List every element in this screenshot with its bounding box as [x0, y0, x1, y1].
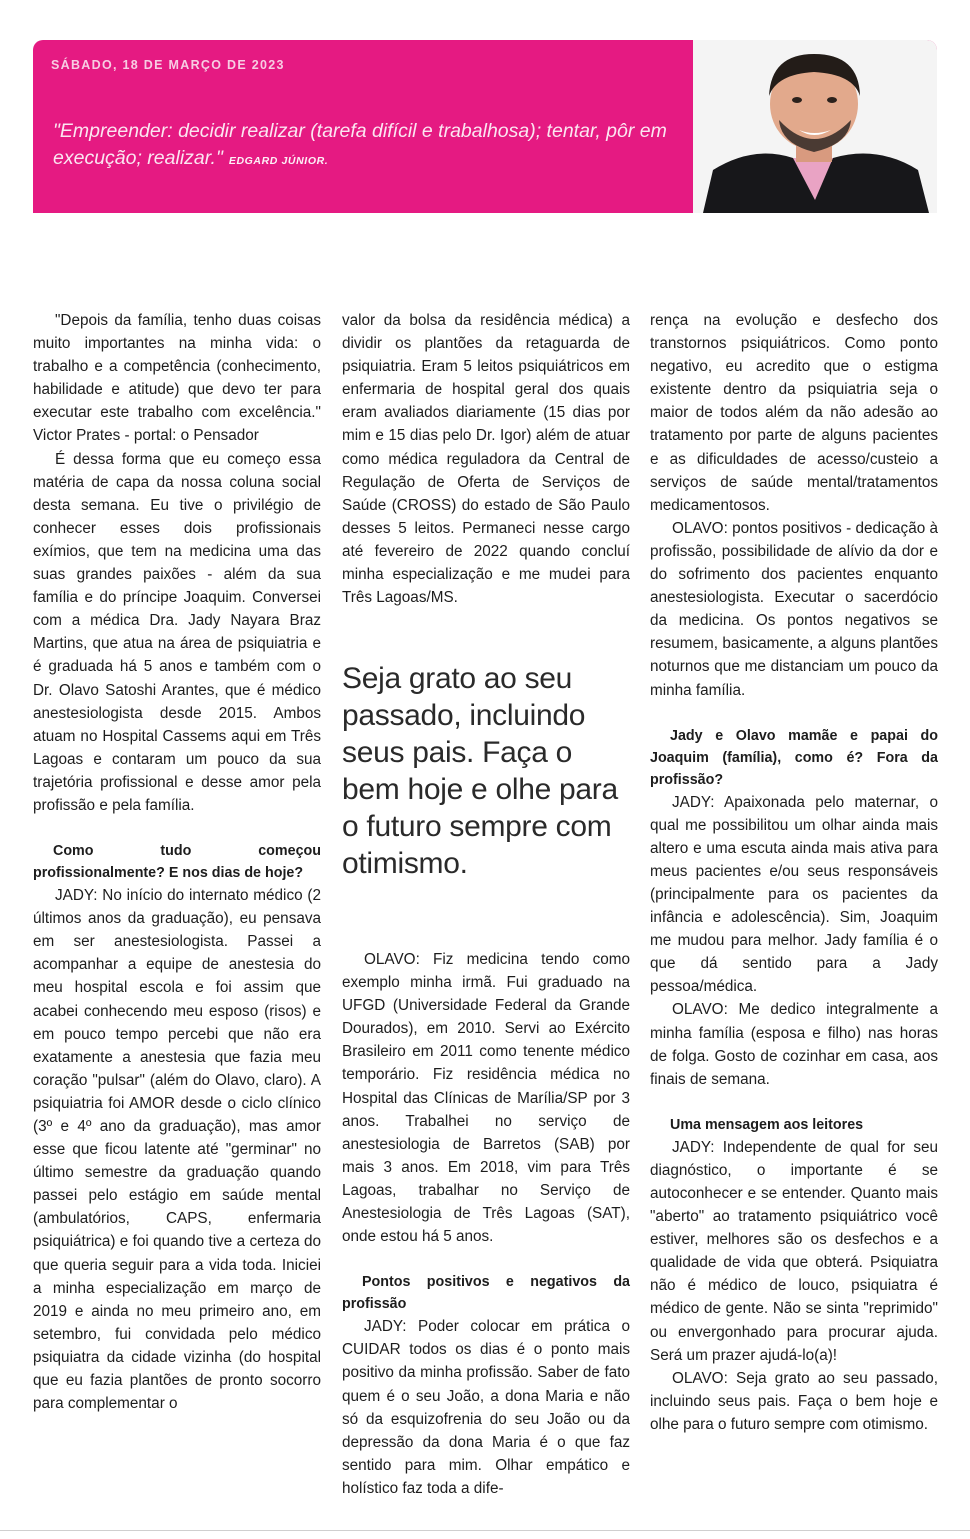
article-column-2-lower [342, 948, 630, 1500]
epigraph-author: EDGARD JÚNIOR. [228, 155, 329, 167]
jady-pros-paragraph: JADY: Poder colocar em prática o CUIDAR todos os dias é o ponto mais positivo da minha profissão. Saber de fato quem é o seu João, a dona Maria e não só da esquizofrenia do seu João ou da depressão da dona Maria é o que faz sentido para mim. Olhar empático e holístico faz toda a dife- [342, 1318, 630, 1497]
olavo-pros-paragraph: OLAVO: pontos positivos - dedicação à profissão, possibilidade de alívio da dor e do sofrimento dos pacientes enquanto anestesiologista. Executar o sacerdócio da medicina. Os pontos negativos se resumem, basicamente, a alguns plantões noturnos que me distanciam um pouco da minha família. [650, 519, 938, 699]
article-column-3 [650, 309, 938, 1436]
article-column-1 [33, 309, 321, 1415]
jady-pros-continued: rença na evolução e desfecho dos transtornos psiquiátricos. Como ponto negativo, eu acredito que o estigma existente dentro da psiquiatria seja o maior de todos além da não adesão ao tratamento por parte de alguns pacientes e as dificuldades de acesso/custeio a serviços de saúde mental/tratamentos medicamentosos. [650, 312, 938, 514]
epigraph-quote [53, 118, 683, 175]
jady-career-paragraph: JADY: No início do internato médico (2 últimos anos da graduação), eu pensava em ser anestesiologista. Passei a acompanhar a equipe de anestesia do meu hospital escola e foi assim que acabei conhecendo meu esposo (risos) e em pouco tempo percebi que não era exatamente a anestesia que fazia meu coração "pulsar" (além do Olavo, claro). A psiquiatria foi AMOR desde o ciclo clínico (3º e 4º ano da graduação), mas amor esse que ficou latente até "germinar" no último semestre da graduação quando passei pelo estágio em saúde mental (ambulatórios, CAPS, enfermaria psiquiátrica) e foi quando tive a certeza do que queria seguir para a vida toda. Iniciei a minha especialização em março de 2019 e ainda no meu primeiro ano, em setembro, fui convidada pelo médico psiquiatra da cidade vizinha (do hospital que eu fazia plantões de pronto socorro para complementar o [33, 887, 321, 1413]
intro-quote-paragraph: "Depois da família, tenho duas coisas muito importantes na minha vida: o trabalho e a competência (conhecimento, habilidade e atitude) que devo ter para executar este trabalho com excelência." Victor Prates - portal: o Pensador [33, 312, 321, 445]
epigraph-text: "Empreender: decidir realizar (tarefa difícil e trabalhosa); tentar, pôr em execução; realizar." [53, 120, 667, 169]
article-column-2 [342, 309, 630, 609]
pull-quote: Seja grato ao seu passado, incluindo seus pais. Faça o bem hoje e olhe para o futuro sempre com otimismo. [342, 662, 618, 880]
jady-message-paragraph: JADY: Independente de qual for seu diagnóstico, o importante é se autoconhecer e se entender. Quanto mais "aberto" ao tratamento psiquiátrico você estiver, melhores são os desfechos e a qualidade de vida que obterá. Psiquiatra não é médico de louco, psiquiatra é médico de gente. Não se sinta "reprimido" ou envergonhado para procurar ajuda. Será um prazer ajudá-lo(a)! [650, 1138, 938, 1364]
intro-paragraph: É dessa forma que eu começo essa matéria de capa da nossa coluna social desta semana. Eu tive o privilégio de conhecer esses dois profissionais exímios, que tem na medicina uma das suas grandes paixões - além da sua família e do príncipe Joaquim. Conversei com a médica Dra. Jady Nayara Braz Martins, que atua na área de psiquiatria e é graduada há 5 anos e também com o Dr. Olavo Satoshi Arantes, que é médico anestesiologista desde 2015. Ambos atuam no Hospital Cassems aqui em Três Lagoas e contaram um pouco da sua trajetória profissional e desse amor pela profissão e pela família. [33, 450, 321, 814]
olavo-message-paragraph: OLAVO: Seja grato ao seu passado, incluindo seus pais. Faça o bem hoje e olhe para o futuro sempre com otimismo. [650, 1369, 938, 1433]
publication-date: SÁBADO, 18 DE MARÇO DE 2023 [51, 58, 285, 72]
jady-family-paragraph: JADY: Apaixonada pelo maternar, o qual me possibilitou um olhar ainda mais altero e uma escuta ainda mais ativa para meus pacientes e/ou seus responsáveis (principalmente para os pacientes da infância e adolescência). Sim, Joaquim me mudou para melhor. Jady família é o que dá sentido para a Jady pessoa/médica. [650, 793, 938, 996]
section-heading-career: Como tudo começou profissionalmente? E nos dias de hoje? [33, 843, 321, 882]
olavo-family-paragraph: OLAVO: Me dedico integralmente a minha família (esposa e filho) nas horas de folga. Gosto de cozinhar em casa, aos finais de semana. [650, 1001, 938, 1088]
section-heading-pros-cons: Pontos positivos e negativos da profissão [342, 1274, 630, 1313]
section-heading-message: Uma mensagem aos leitores [670, 1116, 864, 1133]
section-heading-family: Jady e Olavo mamãe e papai do Joaquim (família), como é? Fora da profissão? [650, 727, 938, 788]
olavo-career-paragraph: OLAVO: Fiz medicina tendo como exemplo minha irmã. Fui graduado na UFGD (Universidade Federal da Grande Dourados), em 2010. Servi ao Exército Brasileiro em 2011 como tenente médico temporário. Fiz residência médica no Hospital das Clínicas de Marília/SP por 3 anos. Trabalhei no serviço de anestesiologia de Barretos (SAB) por mais 3 anos. Em 2018, vim para Três Lagoas, trabalhar no Serviço de Anestesiologia de Três Lagoas (SAT), onde estou há 5 anos. [342, 951, 630, 1246]
jady-career-continued: valor da bolsa da residência médica) a dividir os plantões da retaguarda de psiquiatria. Eram 5 leitos psiquiátricos em enfermaria de hospital geral dos quais eram avaliados diariamente (15 dias por mim e 15 dias pelo Dr. Igor) além de atuar como médica reguladora da Central de Regulação de Oferta de Serviços de Saúde (CROSS) do estado de São Paulo desses 5 leitos. Permaneci nesse cargo até fevereiro de 2022 quando concluí minha especialização e me mudei para Três Lagoas/MS. [342, 312, 630, 607]
page-bottom-divider [0, 1530, 970, 1531]
header-banner [33, 40, 937, 213]
columnist-photo [693, 40, 937, 213]
